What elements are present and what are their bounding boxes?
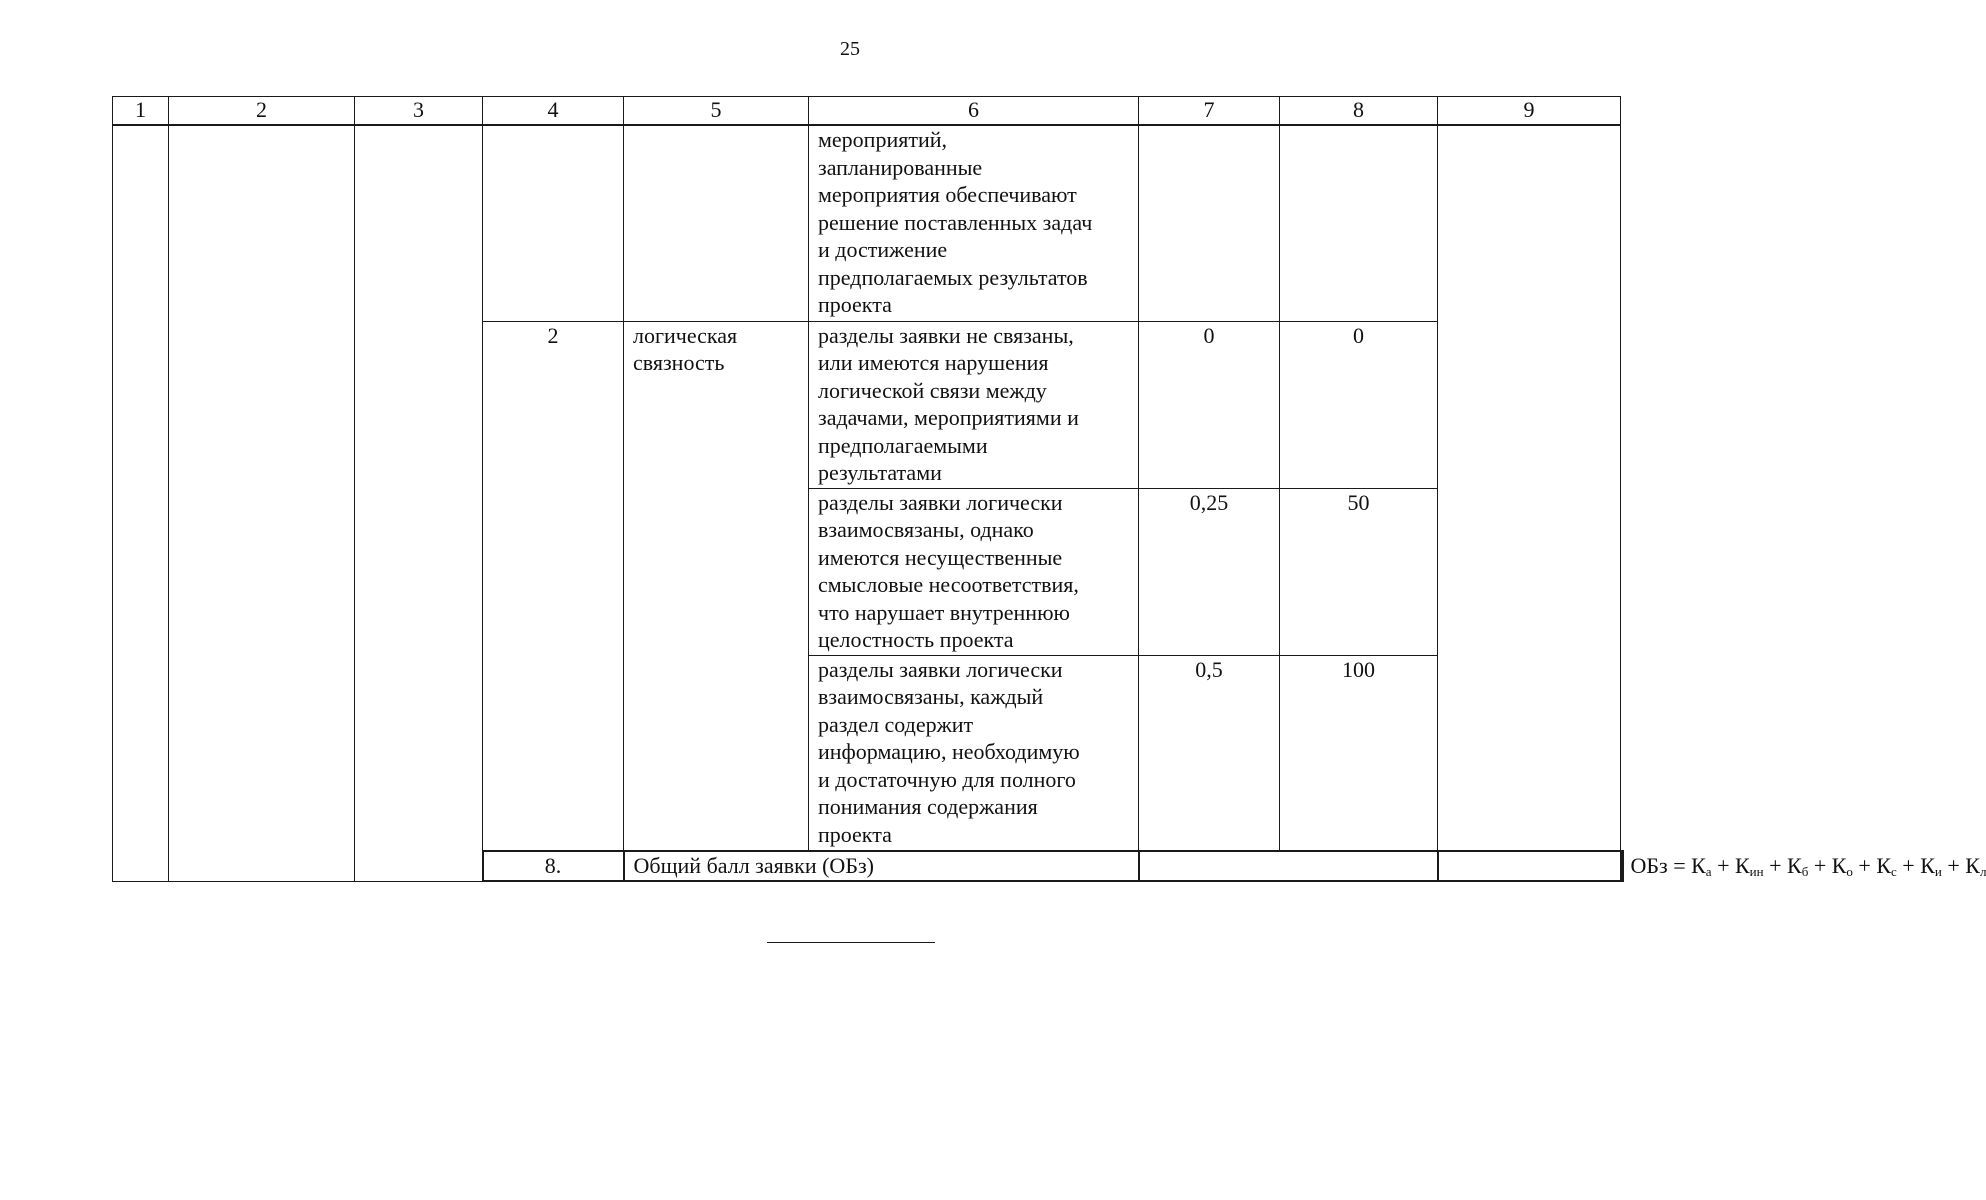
formula-lhs: ОБз = К bbox=[1630, 853, 1706, 878]
column-header-7: 7 bbox=[1139, 97, 1280, 126]
formula-subscript: и bbox=[1934, 864, 1942, 879]
level-coefficient: 0,25 bbox=[1139, 488, 1280, 655]
criterion-number: 2 bbox=[483, 321, 624, 851]
continuation-description: мероприятий, запланированные мероприятия обеспечивают решение поставленных задач и достижение предполагаемых результатов проекта bbox=[809, 125, 1139, 321]
formula-subscript: ин bbox=[1749, 864, 1764, 879]
cell-col3-empty bbox=[355, 125, 483, 881]
cell-total-empty bbox=[1139, 851, 1438, 881]
formula-subscript: о bbox=[1846, 864, 1853, 879]
level-score: 100 bbox=[1280, 655, 1438, 851]
formula-operator: + К bbox=[1808, 853, 1847, 878]
table-header-row bbox=[113, 97, 1624, 126]
column-header-9: 9 bbox=[1438, 97, 1621, 126]
criterion-name: логическая связность bbox=[624, 321, 809, 851]
formula-operator: + К bbox=[1763, 853, 1802, 878]
column-header-2: 2 bbox=[169, 97, 355, 126]
cell-col7-empty bbox=[1139, 125, 1280, 321]
level-score: 50 bbox=[1280, 488, 1438, 655]
level-coefficient: 0,5 bbox=[1139, 655, 1280, 851]
formula-operator: + К bbox=[1852, 853, 1891, 878]
total-formula bbox=[1621, 851, 1986, 881]
column-header-5: 5 bbox=[624, 97, 809, 126]
level-description: разделы заявки не связаны, или имеются нарушения логической связи между задачами, мероприятиями и предполагаемыми результатами bbox=[809, 321, 1139, 488]
formula-subscript: с bbox=[1891, 864, 1897, 879]
column-header-6: 6 bbox=[809, 97, 1139, 126]
table-row-continuation bbox=[113, 125, 1624, 321]
cell-col2-empty bbox=[169, 125, 355, 881]
cell-col5-empty bbox=[624, 125, 809, 321]
level-description: разделы заявки логически взаимосвязаны, однако имеются несущественные смысловые несоответствия, что нарушает внутреннюю целостность проекта bbox=[809, 488, 1139, 655]
column-header-3: 3 bbox=[355, 97, 483, 126]
column-header-8: 8 bbox=[1280, 97, 1438, 126]
formula-operator: + К bbox=[1711, 853, 1750, 878]
column-header-1: 1 bbox=[113, 97, 169, 126]
cell-col1-empty bbox=[113, 125, 169, 881]
level-description: разделы заявки логически взаимосвязаны, каждый раздел содержит информацию, необходимую и достаточную для полного понимания содержания проекта bbox=[809, 655, 1139, 851]
formula-subscript: б bbox=[1801, 864, 1809, 879]
formula-subscript: а bbox=[1705, 864, 1712, 879]
column-header-4: 4 bbox=[483, 97, 624, 126]
cell-col8-empty bbox=[1280, 125, 1438, 321]
formula-operator: + К bbox=[1941, 853, 1980, 878]
evaluation-table bbox=[112, 96, 1986, 882]
cell-col9-empty bbox=[1438, 125, 1621, 851]
total-row-label: Общий балл заявки (ОБз) bbox=[624, 851, 1139, 881]
level-score: 0 bbox=[1280, 321, 1438, 488]
formula-operator: + К bbox=[1896, 853, 1935, 878]
formula-subscript: л bbox=[1979, 864, 1986, 879]
end-of-document-rule bbox=[767, 942, 935, 943]
page-number: 25 bbox=[840, 38, 860, 60]
cell-total-empty bbox=[1438, 851, 1621, 881]
total-row-number: 8. bbox=[483, 851, 624, 881]
cell-col4-empty bbox=[483, 125, 624, 321]
level-coefficient: 0 bbox=[1139, 321, 1280, 488]
